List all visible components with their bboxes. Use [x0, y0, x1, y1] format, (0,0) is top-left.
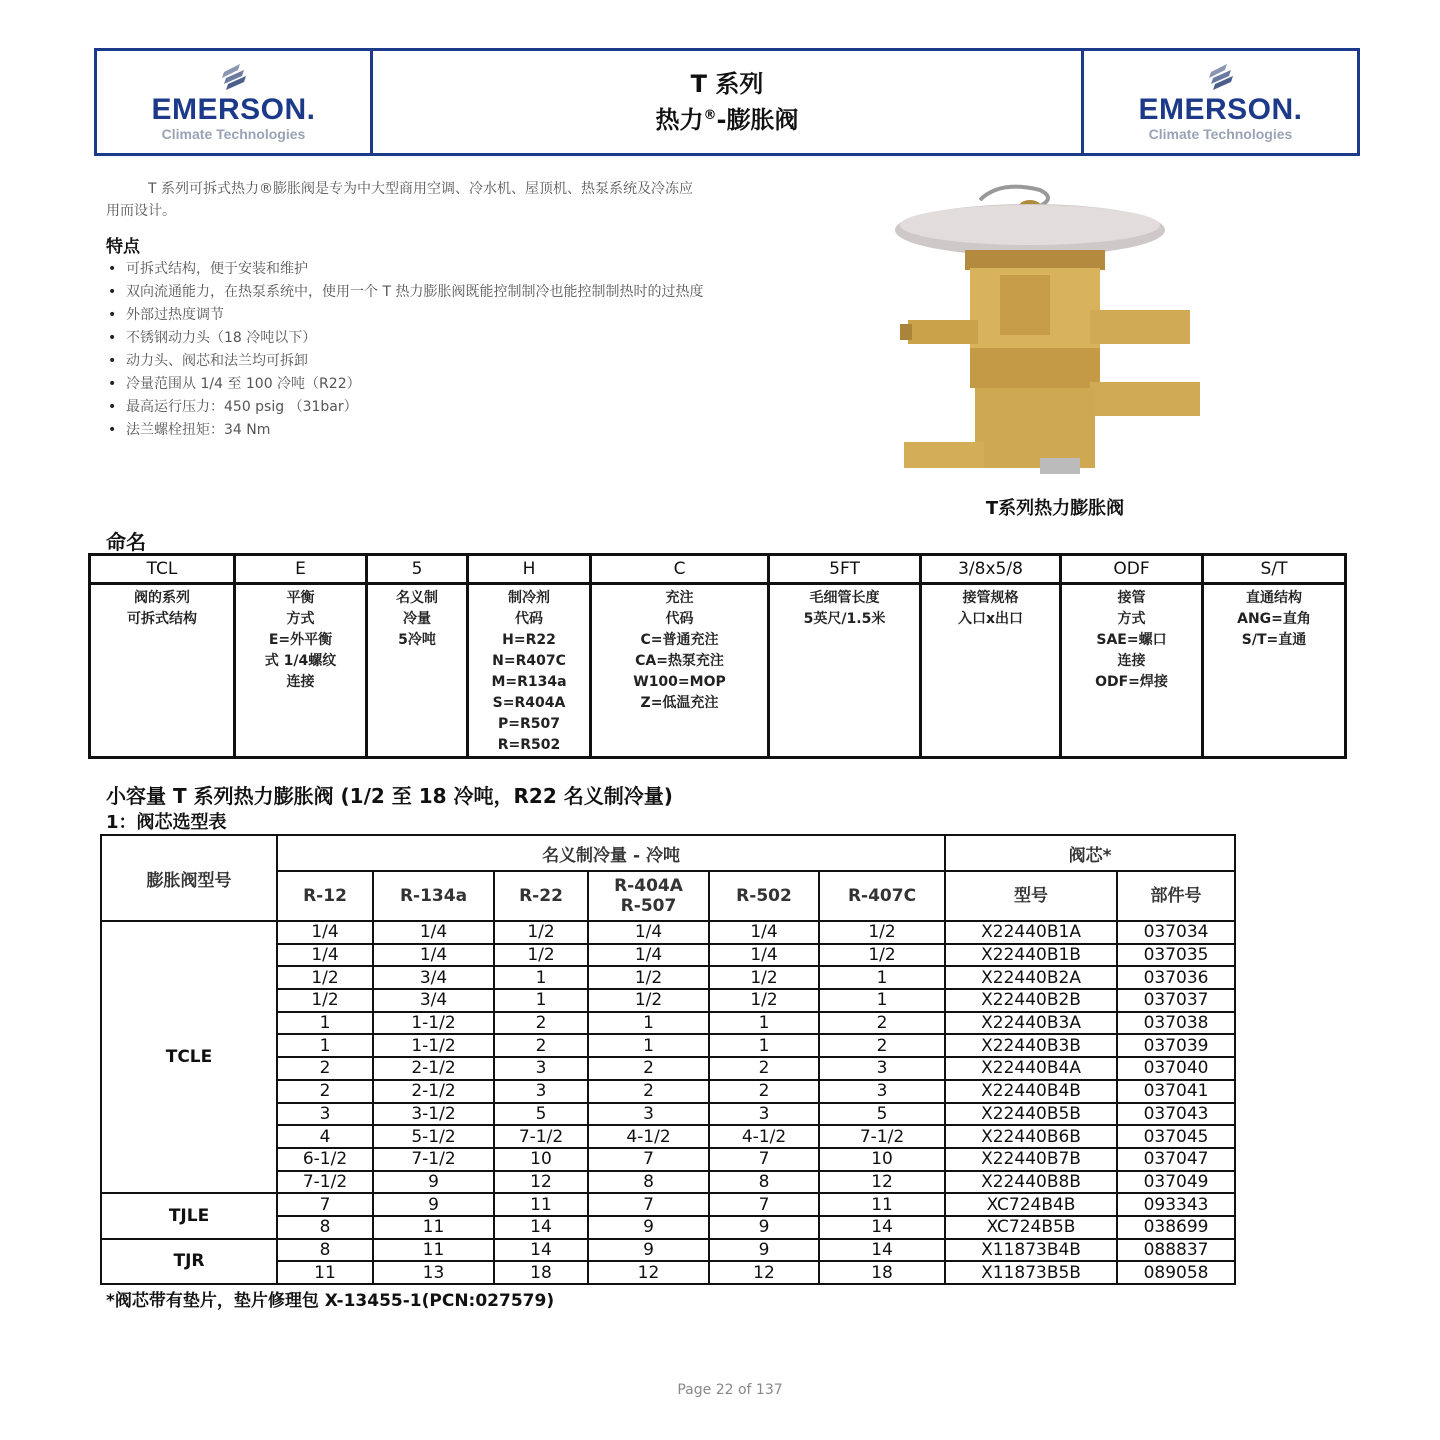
capacity-cell: 2	[709, 1057, 819, 1080]
capacity-cell: 2	[277, 1080, 373, 1103]
naming-desc-line: 名义制	[396, 590, 438, 606]
naming-desc-line: 方式	[286, 611, 315, 627]
capacity-cell: 9	[373, 1193, 494, 1216]
naming-table	[88, 553, 1347, 759]
capacity-heading: 小容量 T 系列热力膨胀阀 (1/2 至 18 冷吨，R22 名义制冷量)	[106, 784, 673, 808]
naming-desc-line: 阀的系列	[134, 590, 190, 606]
capacity-cell: 1/4	[588, 921, 709, 944]
naming-desc-cell	[367, 584, 468, 758]
naming-desc-line: 接管规格	[962, 590, 1019, 606]
naming-desc-line: 5英尺/1.5米	[803, 611, 886, 627]
features-heading: 特点	[106, 237, 140, 257]
feature-item: • 动力头、阀芯和法兰均可拆卸	[106, 350, 716, 372]
core-part-cell: 037035	[1117, 944, 1235, 967]
capacity-cell: 2	[819, 1034, 945, 1057]
core-part-cell: 037039	[1117, 1034, 1235, 1057]
naming-desc-cell	[591, 584, 769, 758]
capacity-cell: 1	[819, 989, 945, 1012]
model-cell: TJLE	[101, 1193, 277, 1238]
document-title	[373, 51, 1081, 153]
capacity-cell: 12	[819, 1171, 945, 1194]
capacity-cell: 2	[494, 1012, 588, 1035]
emerson-logo-icon	[216, 62, 252, 92]
capacity-cell: 2	[709, 1080, 819, 1103]
table-row	[101, 1239, 1235, 1262]
refrigerant-header: R-404A R-507	[588, 871, 709, 921]
naming-code-cell: 5	[367, 555, 468, 584]
naming-desc-line: 连接	[1117, 653, 1146, 669]
capacity-cell: 1/4	[373, 944, 494, 967]
naming-desc-line: 连接	[286, 674, 315, 690]
naming-desc-line: 方式	[1117, 611, 1146, 627]
capacity-cell: 1/2	[277, 966, 373, 989]
naming-desc-line: E=外平衡	[268, 632, 333, 648]
naming-desc-line: S/T=直通	[1241, 632, 1307, 648]
capacity-cell: 3	[277, 1103, 373, 1126]
capacity-cell: 2	[588, 1057, 709, 1080]
capacity-cell: 8	[588, 1171, 709, 1194]
refrigerant-header: R-407C	[819, 871, 945, 921]
naming-code-cell: TCL	[90, 555, 235, 584]
naming-desc-cell	[468, 584, 591, 758]
core-part-cell: 038699	[1117, 1216, 1235, 1239]
capacity-cell: 1/2	[819, 944, 945, 967]
emerson-logo-right	[1081, 51, 1357, 153]
capacity-cell: 11	[277, 1261, 373, 1284]
capacity-cell: 11	[373, 1216, 494, 1239]
features-list	[106, 258, 716, 442]
capacity-cell: 7-1/2	[373, 1148, 494, 1171]
capacity-cell: 8	[709, 1171, 819, 1194]
capacity-cell: 1/2	[709, 989, 819, 1012]
capacity-cell: 9	[588, 1239, 709, 1262]
core-part-cell: 037040	[1117, 1057, 1235, 1080]
naming-desc-cell	[1203, 584, 1346, 758]
capacity-cell: 1	[277, 1034, 373, 1057]
col-model-header: 膨胀阀型号	[101, 835, 277, 921]
capacity-cell: 1/2	[494, 921, 588, 944]
capacity-cell: 1	[588, 1034, 709, 1057]
core-part-cell: 088837	[1117, 1239, 1235, 1262]
core-part-cell: 093343	[1117, 1193, 1235, 1216]
capacity-cell: 9	[373, 1171, 494, 1194]
naming-desc-cell	[921, 584, 1061, 758]
naming-desc-line: 毛细管长度	[809, 590, 880, 606]
capacity-cell: 7	[709, 1148, 819, 1171]
capacity-cell: 18	[819, 1261, 945, 1284]
capacity-cell: 3	[494, 1080, 588, 1103]
refrigerant-header: R-502	[709, 871, 819, 921]
naming-desc-line: ANG=直角	[1237, 611, 1311, 627]
naming-code-cell: C	[591, 555, 769, 584]
core-part-cell: 037041	[1117, 1080, 1235, 1103]
capacity-body	[101, 921, 1235, 1284]
refrigerant-header: R-134a	[373, 871, 494, 921]
feature-item: • 可拆式结构，便于安装和维护	[106, 258, 716, 280]
naming-code-cell: S/T	[1203, 555, 1346, 584]
core-part-cell: 037036	[1117, 966, 1235, 989]
capacity-cell: 8	[277, 1239, 373, 1262]
feature-item: • 冷量范围从 1/4 至 100 冷吨（R22）	[106, 373, 716, 395]
capacity-cell: 3	[588, 1103, 709, 1126]
capacity-cell: 1/4	[709, 921, 819, 944]
capacity-header-row-1	[101, 835, 1235, 871]
capacity-cell: 12	[494, 1171, 588, 1194]
capacity-cell: 5-1/2	[373, 1125, 494, 1148]
naming-desc-line: H=R22	[502, 632, 556, 648]
title-line-2: 热力®-膨胀阀	[655, 106, 799, 134]
capacity-table	[100, 834, 1236, 1285]
capacity-cell: 14	[494, 1216, 588, 1239]
capacity-cell: 3	[819, 1080, 945, 1103]
capacity-cell: 5	[494, 1103, 588, 1126]
capacity-cell: 1/4	[373, 921, 494, 944]
naming-code-cell: 3/8x5/8	[921, 555, 1061, 584]
naming-heading: 命名	[106, 530, 146, 554]
capacity-cell: 1/2	[709, 966, 819, 989]
feature-item: • 法兰螺栓扭矩：34 Nm	[106, 419, 716, 441]
capacity-cell: 1	[709, 1034, 819, 1057]
naming-desc-line: 代码	[515, 611, 543, 627]
core-group-header: 阀芯*	[945, 835, 1235, 871]
core-model-cell: XC724B4B	[945, 1193, 1117, 1216]
naming-desc-line: N=R407C	[492, 653, 566, 669]
capacity-cell: 3-1/2	[373, 1103, 494, 1126]
capacity-cell: 11	[494, 1193, 588, 1216]
capacity-cell: 7	[277, 1193, 373, 1216]
capacity-cell: 3	[494, 1057, 588, 1080]
capacity-cell: 14	[494, 1239, 588, 1262]
naming-code-cell: ODF	[1061, 555, 1203, 584]
capacity-cell: 1/2	[494, 944, 588, 967]
capacity-cell: 1/2	[277, 989, 373, 1012]
core-part-cell: 037038	[1117, 1012, 1235, 1035]
core-part-cell: 037043	[1117, 1103, 1235, 1126]
capacity-cell: 7	[588, 1148, 709, 1171]
naming-desc-line: 入口x出口	[957, 611, 1024, 627]
capacity-cell: 1/4	[277, 921, 373, 944]
capacity-cell: 14	[819, 1239, 945, 1262]
naming-desc-line: W100=MOP	[633, 674, 726, 690]
naming-desc-line: 代码	[665, 611, 694, 627]
capacity-cell: 1/2	[819, 921, 945, 944]
capacity-cell: 7-1/2	[277, 1171, 373, 1194]
logo-subtitle: Climate Technologies	[1148, 126, 1293, 142]
capacity-cell: 3/4	[373, 989, 494, 1012]
capacity-cell: 1/4	[588, 944, 709, 967]
naming-desc-line: 平衡	[286, 590, 315, 606]
refrigerant-header: R-22	[494, 871, 588, 921]
feature-item: • 最高运行压力：450 psig （31bar）	[106, 396, 716, 418]
capacity-cell: 10	[819, 1148, 945, 1171]
capacity-cell: 11	[819, 1193, 945, 1216]
document-header	[94, 48, 1360, 156]
core-part-cell: 089058	[1117, 1261, 1235, 1284]
core-model-cell: X22440B8B	[945, 1171, 1117, 1194]
naming-code-cell: E	[235, 555, 367, 584]
core-model-cell: XC724B5B	[945, 1216, 1117, 1239]
naming-desc-cell	[235, 584, 367, 758]
naming-desc-line: R=R502	[497, 737, 561, 753]
valve-photo	[890, 180, 1210, 480]
capacity-cell: 6-1/2	[277, 1148, 373, 1171]
capacity-cell: 1/4	[709, 944, 819, 967]
core-model-cell: X22440B4B	[945, 1080, 1117, 1103]
capacity-cell: 1/2	[588, 989, 709, 1012]
capacity-cell: 1	[709, 1012, 819, 1035]
model-cell: TCLE	[101, 921, 277, 1193]
logo-brand: EMERSON.	[1138, 93, 1303, 126]
naming-code-cell: H	[468, 555, 591, 584]
core-model-cell: X22440B2A	[945, 966, 1117, 989]
capacity-cell: 4	[277, 1125, 373, 1148]
core-part-cell: 037034	[1117, 921, 1235, 944]
naming-code-cell: 5FT	[769, 555, 921, 584]
capacity-cell: 9	[709, 1216, 819, 1239]
core-model-cell: X22440B3A	[945, 1012, 1117, 1035]
capacity-cell: 1	[494, 989, 588, 1012]
core-model-cell: X22440B2B	[945, 989, 1117, 1012]
naming-desc-cell	[90, 584, 235, 758]
capacity-cell: 12	[709, 1261, 819, 1284]
core-model-cell: X22440B5B	[945, 1103, 1117, 1126]
capacity-cell: 4-1/2	[709, 1125, 819, 1148]
model-cell: TJR	[101, 1239, 277, 1284]
naming-desc-line: 可拆式结构	[127, 611, 197, 627]
capacity-cell: 4-1/2	[588, 1125, 709, 1148]
capacity-cell: 1-1/2	[373, 1034, 494, 1057]
table-row	[101, 1193, 1235, 1216]
capacity-cell: 11	[373, 1239, 494, 1262]
capacity-cell: 12	[588, 1261, 709, 1284]
core-part-header: 部件号	[1117, 871, 1235, 921]
capacity-cell: 9	[588, 1216, 709, 1239]
naming-desc-cell	[769, 584, 921, 758]
naming-desc-line: ODF=焊接	[1095, 674, 1168, 690]
naming-desc-line: 冷量	[403, 611, 431, 627]
core-part-cell: 037045	[1117, 1125, 1235, 1148]
naming-desc-line: Z=低温充注	[640, 695, 719, 711]
capacity-cell: 3	[709, 1103, 819, 1126]
feature-item: • 不锈钢动力头（18 冷吨以下）	[106, 327, 716, 349]
page-number: Page 22 of 137	[677, 1382, 783, 1398]
feature-item: • 外部过热度调节	[106, 304, 716, 326]
capacity-cell: 7	[588, 1193, 709, 1216]
footnote: *阀芯带有垫片，垫片修理包 X-13455-1(PCN:027579)	[106, 1291, 555, 1311]
capacity-cell: 7	[709, 1193, 819, 1216]
core-model-cell: X11873B4B	[945, 1239, 1117, 1262]
capacity-cell: 14	[819, 1216, 945, 1239]
naming-desc-line: SAE=螺口	[1096, 632, 1167, 648]
capacity-cell: 1	[819, 966, 945, 989]
capacity-cell: 8	[277, 1216, 373, 1239]
emerson-logo-left	[97, 51, 373, 153]
capacity-cell: 2	[277, 1057, 373, 1080]
capacity-cell: 7-1/2	[819, 1125, 945, 1148]
capacity-cell: 13	[373, 1261, 494, 1284]
logo-subtitle: Climate Technologies	[161, 126, 306, 142]
capacity-cell: 2	[588, 1080, 709, 1103]
title-line-1: T 系列	[690, 70, 764, 98]
capacity-cell: 1	[277, 1012, 373, 1035]
naming-desc-line: 充注	[665, 590, 694, 606]
capacity-cell: 9	[709, 1239, 819, 1262]
naming-desc-cell	[1061, 584, 1203, 758]
table-row	[101, 921, 1235, 944]
naming-desc-line: C=普通充注	[640, 632, 719, 648]
logo-brand: EMERSON.	[151, 93, 316, 126]
capacity-cell: 1	[588, 1012, 709, 1035]
naming-desc-line: 5冷吨	[398, 632, 436, 648]
feature-item: • 双向流通能力，在热泵系统中，使用一个 T 热力膨胀阀既能控制制冷也能控制制热时的过热度	[106, 281, 716, 303]
naming-code-row	[90, 555, 1346, 584]
capacity-cell: 1	[494, 966, 588, 989]
emerson-logo-icon	[1203, 62, 1239, 92]
capacity-cell: 10	[494, 1148, 588, 1171]
capacity-cell: 1/2	[588, 966, 709, 989]
capacity-cell: 1/4	[277, 944, 373, 967]
core-model-cell: X22440B3B	[945, 1034, 1117, 1057]
capacity-cell: 1-1/2	[373, 1012, 494, 1035]
capacity-cell: 2	[819, 1012, 945, 1035]
core-model-cell: X11873B5B	[945, 1261, 1117, 1284]
naming-desc-line: 式 1/4螺纹	[264, 653, 337, 669]
naming-desc-line: 制冷剂	[508, 590, 550, 606]
naming-desc-line: M=R134a	[491, 674, 567, 690]
core-model-cell: X22440B1B	[945, 944, 1117, 967]
intro-paragraph: T 系列可拆式热力®膨胀阀是专为中大型商用空调、冷水机、屋顶机、热泵系统及冷冻应用而设计。	[106, 181, 693, 219]
naming-desc-line: S=R404A	[492, 695, 566, 711]
capacity-cell: 18	[494, 1261, 588, 1284]
capacity-cell: 2	[494, 1034, 588, 1057]
naming-desc-line: 接管	[1117, 590, 1146, 606]
core-model-cell: X22440B1A	[945, 921, 1117, 944]
refrigerant-header: R-12	[277, 871, 373, 921]
capacity-cell: 2-1/2	[373, 1057, 494, 1080]
capacity-cell: 3/4	[373, 966, 494, 989]
capacity-group-header: 名义制冷量 - 冷吨	[277, 835, 945, 871]
capacity-cell: 5	[819, 1103, 945, 1126]
naming-desc-line: CA=热泵充注	[635, 653, 724, 669]
core-model-cell: X22440B7B	[945, 1148, 1117, 1171]
core-model-header: 型号	[945, 871, 1117, 921]
naming-desc-line: 直通结构	[1246, 590, 1302, 606]
capacity-subheading: 1：阀芯选型表	[106, 812, 227, 833]
naming-desc-row	[90, 584, 1346, 758]
capacity-cell: 3	[819, 1057, 945, 1080]
photo-caption: T系列热力膨胀阀	[985, 498, 1125, 519]
core-part-cell: 037049	[1117, 1171, 1235, 1194]
capacity-cell: 2-1/2	[373, 1080, 494, 1103]
core-part-cell: 037037	[1117, 989, 1235, 1012]
naming-desc-line: P=R507	[498, 716, 560, 732]
core-model-cell: X22440B6B	[945, 1125, 1117, 1148]
capacity-cell: 7-1/2	[494, 1125, 588, 1148]
core-model-cell: X22440B4A	[945, 1057, 1117, 1080]
core-part-cell: 037047	[1117, 1148, 1235, 1171]
